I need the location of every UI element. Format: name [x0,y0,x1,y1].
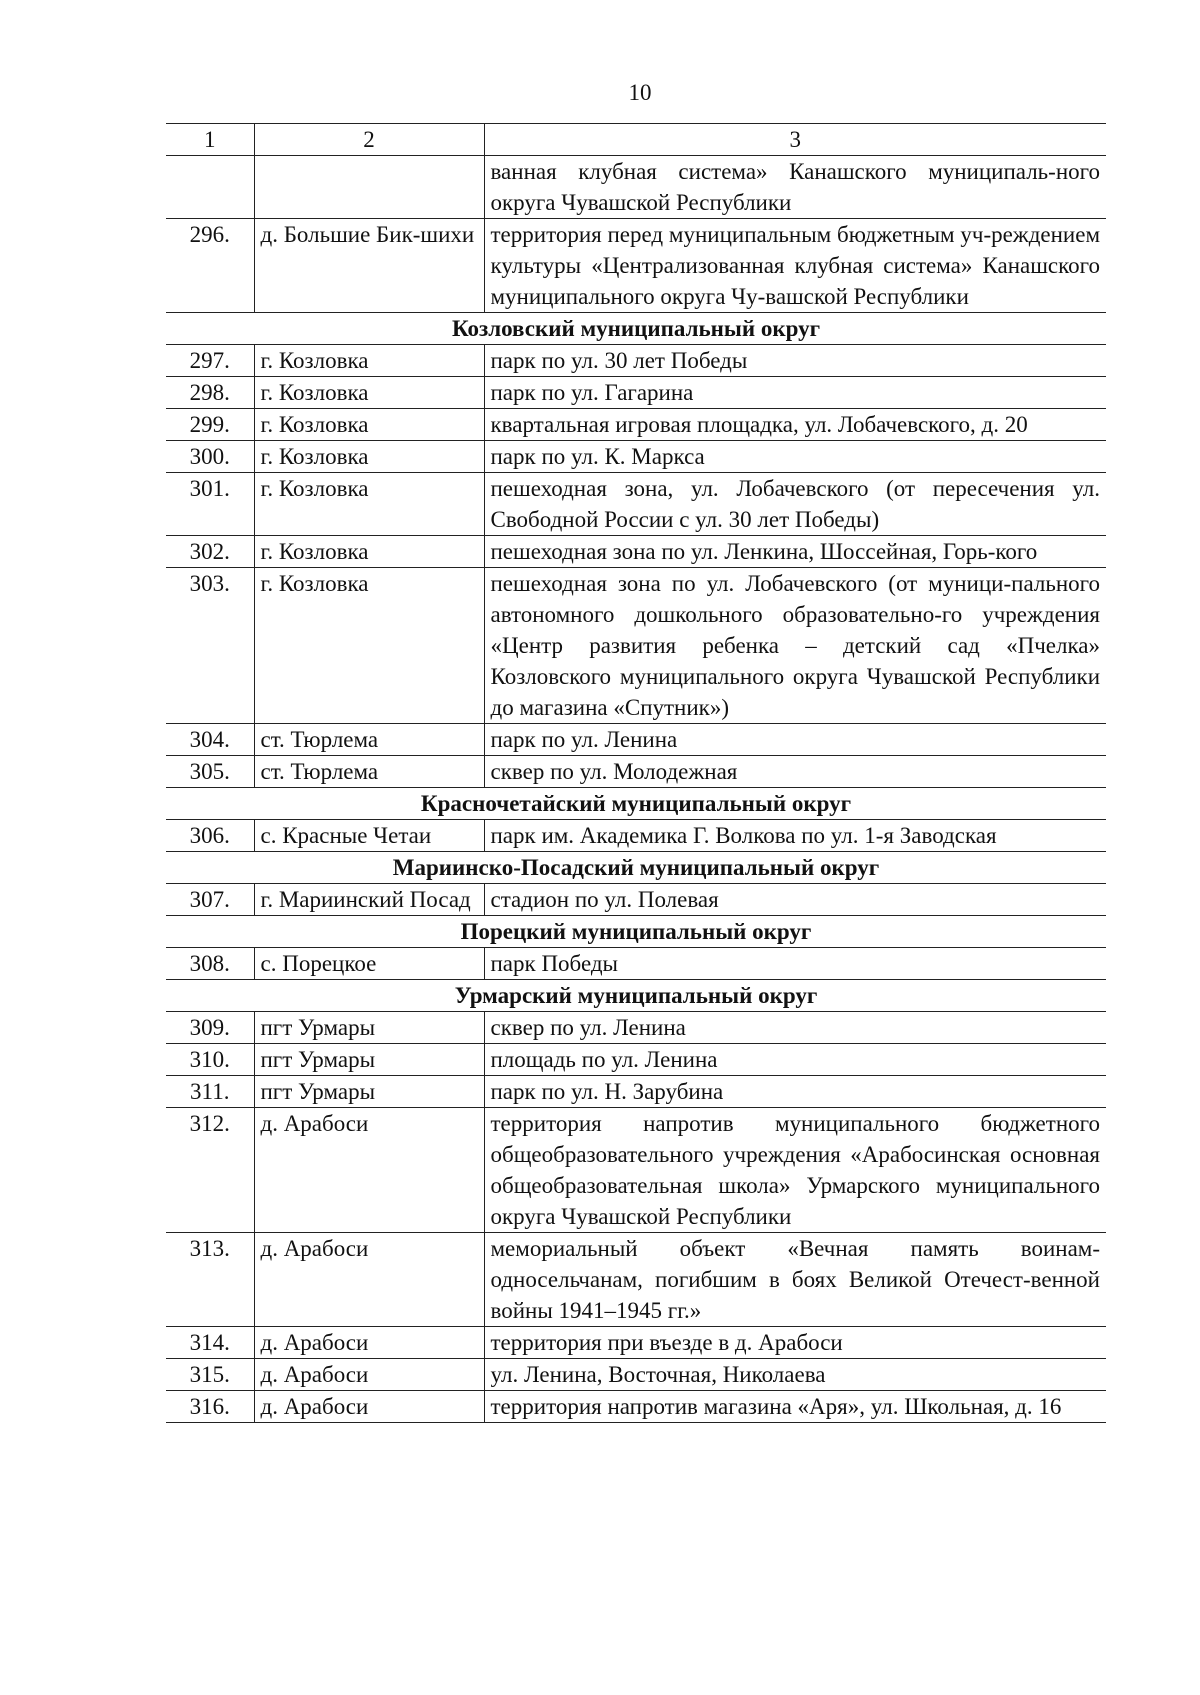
table-row [166,1012,1106,1044]
row-place: ст. Тюрлема [254,724,484,756]
row-number: 298. [166,377,254,409]
row-description: парк Победы [484,948,1106,980]
row-number: 311. [166,1076,254,1108]
table-row [166,409,1106,441]
table-row [166,724,1106,756]
section-row [166,788,1106,820]
row-place: г. Козловка [254,536,484,568]
row-description: пешеходная зона по ул. Лобачевского (от муници-пального автономного дошкольного образовательно-го учреждения «Центр развития ребенка – детский сад «Пчелка» Козловского муниципального округа Чувашской Республики до магазина «Спутник») [484,568,1106,724]
row-number: 303. [166,568,254,724]
row-number: 313. [166,1233,254,1327]
row-place: пгт Урмары [254,1012,484,1044]
row-place: г. Козловка [254,568,484,724]
row-description: ул. Ленина, Восточная, Николаева [484,1359,1106,1391]
row-place: пгт Урмары [254,1044,484,1076]
section-title: Козловский муниципальный округ [166,313,1106,345]
table-header-row [166,124,1106,156]
table-row [166,884,1106,916]
table-row [166,1391,1106,1423]
column-header-number: 1 [166,124,254,156]
row-place: д. Арабоси [254,1108,484,1233]
row-place: пгт Урмары [254,1076,484,1108]
section-title: Красночетайский муниципальный округ [166,788,1106,820]
row-place: г. Козловка [254,377,484,409]
section-title: Мариинско-Посадский муниципальный округ [166,852,1106,884]
row-number: 296. [166,219,254,313]
section-row [166,980,1106,1012]
table-row [166,345,1106,377]
row-place: с. Порецкое [254,948,484,980]
row-description: сквер по ул. Ленина [484,1012,1106,1044]
row-place: д. Арабоси [254,1233,484,1327]
row-description: территория напротив муниципального бюджетного общеобразовательного учреждения «Арабосинская основная общеобразовательная школа» Урмарского муниципального округа Чувашской Республики [484,1108,1106,1233]
row-place [254,156,484,219]
table-row [166,536,1106,568]
row-place: д. Большие Бик-шихи [254,219,484,313]
section-row [166,916,1106,948]
row-place: г. Козловка [254,409,484,441]
row-place: г. Козловка [254,473,484,536]
table-row [166,756,1106,788]
table-row [166,473,1106,536]
row-place: д. Арабоси [254,1391,484,1423]
row-description: территория напротив магазина «Аря», ул. Школьная, д. 16 [484,1391,1106,1423]
section-title: Порецкий муниципальный округ [166,916,1106,948]
table-row [166,568,1106,724]
row-description: парк им. Академика Г. Волкова по ул. 1-я Заводская [484,820,1106,852]
row-description: парк по ул. Ленина [484,724,1106,756]
row-number: 299. [166,409,254,441]
row-description: территория при въезде в д. Арабоси [484,1327,1106,1359]
row-description: пешеходная зона по ул. Ленкина, Шоссейная, Горь-кого [484,536,1106,568]
row-number: 309. [166,1012,254,1044]
row-number: 300. [166,441,254,473]
row-place: ст. Тюрлема [254,756,484,788]
row-description: парк по ул. К. Маркса [484,441,1106,473]
table-row [166,441,1106,473]
row-number: 307. [166,884,254,916]
row-description: площадь по ул. Ленина [484,1044,1106,1076]
row-number: 302. [166,536,254,568]
section-row [166,313,1106,345]
row-number: 312. [166,1108,254,1233]
row-number: 301. [166,473,254,536]
row-description: территория перед муниципальным бюджетным уч-реждением культуры «Централизованная клубная система» Канашского муниципального округа Чу-вашской Республики [484,219,1106,313]
row-place: д. Арабоси [254,1359,484,1391]
column-header-description: 3 [484,124,1106,156]
table-row [166,1233,1106,1327]
row-place: с. Красные Четаи [254,820,484,852]
row-description: мемориальный объект «Вечная память воинам-односельчанам, погибшим в боях Великой Отечест-венной войны 1941–1945 гг.» [484,1233,1106,1327]
row-number: 315. [166,1359,254,1391]
row-place: г. Мариинский Посад [254,884,484,916]
table-row [166,219,1106,313]
row-number: 308. [166,948,254,980]
table-row [166,377,1106,409]
table-row [166,156,1106,219]
row-number: 305. [166,756,254,788]
row-number: 314. [166,1327,254,1359]
row-number [166,156,254,219]
table-row [166,1359,1106,1391]
row-description: парк по ул. 30 лет Победы [484,345,1106,377]
row-description: квартальная игровая площадка, ул. Лобачевского, д. 20 [484,409,1106,441]
row-number: 306. [166,820,254,852]
row-number: 310. [166,1044,254,1076]
row-description: ванная клубная система» Канашского муниципаль-ного округа Чувашской Республики [484,156,1106,219]
row-description: пешеходная зона, ул. Лобачевского (от пересечения ул. Свободной России с ул. 30 лет Победы) [484,473,1106,536]
row-place: г. Козловка [254,441,484,473]
section-title: Урмарский муниципальный округ [166,980,1106,1012]
row-number: 297. [166,345,254,377]
row-number: 316. [166,1391,254,1423]
column-header-place: 2 [254,124,484,156]
table-row [166,1108,1106,1233]
table-row [166,1327,1106,1359]
row-description: парк по ул. Гагарина [484,377,1106,409]
row-description: сквер по ул. Молодежная [484,756,1106,788]
table-body [166,156,1106,1423]
row-number: 304. [166,724,254,756]
row-place: д. Арабоси [254,1327,484,1359]
section-row [166,852,1106,884]
table-row [166,948,1106,980]
table-row [166,820,1106,852]
document-table [166,123,1106,1423]
row-description: стадион по ул. Полевая [484,884,1106,916]
row-description: парк по ул. Н. Зарубина [484,1076,1106,1108]
page-number: 10 [628,80,652,105]
table-row [166,1044,1106,1076]
table-row [166,1076,1106,1108]
row-place: г. Козловка [254,345,484,377]
